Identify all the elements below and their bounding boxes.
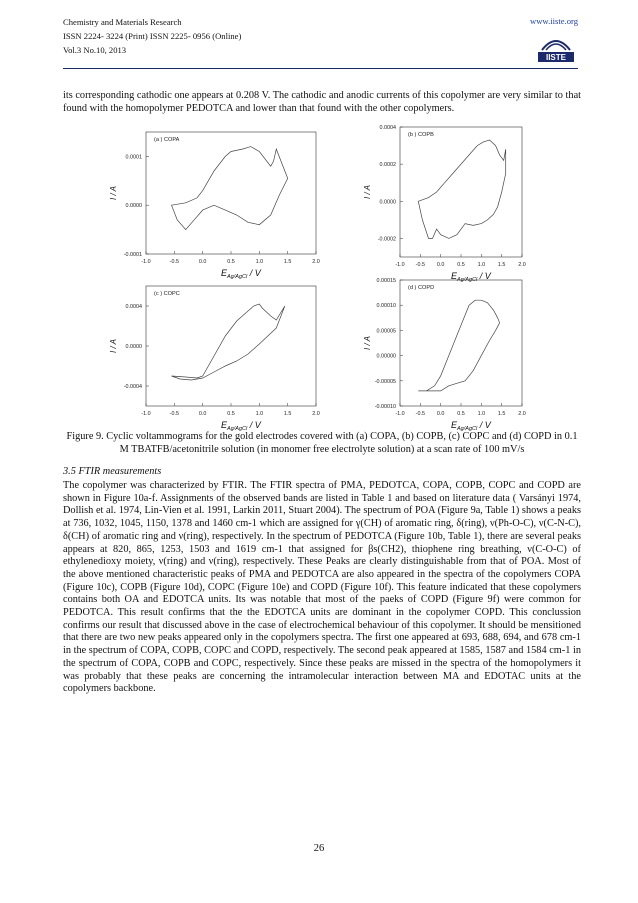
y-tick-label: 0.00010 (376, 303, 396, 310)
figure-caption: Figure 9. Cyclic voltammograms for the gold electrodes covered with (a) COPA, (b) COPB, (c) COPC and (d) COPD in 0.1 M TBATFB/acetonitrile solution (in monomer free electrolyte solution) at a scan rate of 100 mV/s (66, 431, 578, 455)
x-tick-label: -0.5 (169, 259, 179, 265)
issn-line: ISSN 2224- 3224 (Print) ISSN 2225- 0956 (Online) (63, 31, 242, 41)
y-tick-label: 0.00000 (376, 353, 396, 360)
x-tick-label: -1.0 (141, 411, 151, 417)
x-tick-label: 2.0 (518, 411, 526, 417)
y-tick-label: 0.0001 (125, 154, 142, 161)
section-body: The copolymer was characterized by FTIR. The FTIR spectra of PMA, PEDOTCA, COPA, COPB, COPC and COPD are shown in Figure 10a-f. Assignments of the observed bands are listed in Table 1 and based on literature data ( Varsányi 1974, Dollish et al. 1974, Lin-Vien et al. 1991, Larkin 2011, Stuart 2004). The spectrum of POA (Figure 9a, Table 1) shows a peaks at 736, 1032, 1045, 1150, 1378 and 1460 cm-1 which are assigned for γ(CH) of aromatic ring, δ(ring), ν(Ph-O-C), ν(C-N-C), δ(CH) of aromatic ring and ν(ring), respectively. In the spectrum of PEDOTCA (Figure 10b, Table 1), there are several peaks appears at 820, 865, 1253, 1503 and 1619 cm-1 that assigned for βs(CH2), thiophene ring breathing, ν(C-O-C) of ethylenedioxy moiety, ν(ring) and ν(ring), respectively. These Peaks are clearly distinguishable from that of POA. Most of the above mentioned characteristic peaks of PMA and PEDOTCA are also appeared in the spectra of the copolymers COPA (Figure 10c), COPB (Figure 10d), COPC (Figure 10e) and COPD (Figure 10f). This feature indicated that these copolymers contains both OA and EDOTCA units. Its was notable that most of the paeks of COPD (Figure 9f) were common for PEDOTCA. This result confirms that the the EDOTCA units are dominant in the copolymer COPD. This conclussion confirms our result that discussed above in the case of electrochemical behaviour of this copolymer. It should be mensitioned that there are two new peaks appeared only in the copolymers spectra. The first one appeared at 693, 688, 694, and 678 cm-1 in the spectrum of COPA, COPB, COPC and COPD, respectively. The second peak appeared at 1585, 1587 and 1584 cm-1 in the spectrum of COPA, COPB and COPC, respectively. Since these peaks are missed in the spectra of the homopolymers it was probably that these peaks are concerning the intramolecular interaction between MA and EDOTAC units at the copolymers backbone. (63, 480, 581, 695)
y-axis-label: I / A (109, 186, 118, 200)
x-tick-label: -1.0 (395, 262, 405, 268)
iiste-logo (536, 30, 576, 64)
x-tick-label: -1.0 (395, 411, 405, 417)
x-tick-label: 1.0 (477, 411, 486, 417)
x-tick-label: 1.0 (255, 259, 264, 265)
cv-curve-4 (418, 300, 499, 391)
x-tick-label: 1.5 (497, 262, 506, 268)
x-axis-label: $E_{Ag/AgCl}$ / V (451, 420, 491, 432)
cv-curve-2 (418, 140, 505, 238)
x-tick-label: 0.5 (457, 411, 465, 417)
section-title: 3.5 FTIR measurements (63, 466, 162, 477)
x-tick-label: 2.0 (312, 411, 320, 417)
y-tick-label: -0.0002 (377, 236, 396, 243)
x-tick-label: 2.0 (312, 259, 320, 265)
plot-frame-2 (400, 127, 522, 257)
y-tick-label: -0.00005 (374, 378, 396, 385)
plot-frame-1 (146, 132, 316, 254)
panel-title: (a ) COPA (154, 137, 180, 143)
x-tick-label: -1.0 (141, 259, 151, 265)
x-tick-label: -0.5 (415, 262, 425, 268)
x-axis-label: $E_{Ag/AgCl}$ / V (221, 420, 261, 432)
x-tick-label: 1.5 (497, 411, 506, 417)
x-tick-label: 0.0 (436, 411, 445, 417)
x-tick-label: 0.5 (227, 259, 235, 265)
y-axis-label: I / A (109, 339, 118, 353)
y-tick-label: -0.0001 (123, 252, 142, 258)
y-tick-label: 0.0000 (125, 344, 142, 350)
x-tick-label: 0.0 (436, 262, 445, 268)
cv-curve-1 (172, 147, 288, 230)
x-tick-label: -0.5 (169, 411, 179, 417)
volume-line: Vol.3 No.10, 2013 (63, 45, 127, 55)
x-axis-label: $E_{Ag/AgCl}$ / V (221, 268, 261, 280)
cv-curve-3 (172, 304, 285, 380)
x-tick-label: -0.5 (415, 411, 425, 417)
panel-title: (d ) COPD (408, 285, 435, 291)
page-number: 26 (313, 843, 325, 854)
y-tick-label: 0.00005 (376, 328, 396, 335)
cv-figure (0, 122, 638, 452)
x-tick-label: 1.0 (255, 411, 264, 417)
x-tick-label: 1.5 (283, 411, 292, 417)
journal-name: Chemistry and Materials Research (63, 17, 182, 27)
y-tick-label: 0.0004 (125, 304, 142, 310)
x-tick-label: 1.5 (283, 259, 292, 265)
journal-url-link[interactable]: www.iiste.org (530, 16, 578, 26)
x-tick-label: 0.5 (227, 411, 235, 417)
x-tick-label: 1.0 (477, 262, 486, 268)
panel-title: (c ) COPC (154, 291, 180, 297)
y-tick-label: -0.00010 (374, 404, 396, 410)
y-tick-label: 0.0000 (125, 203, 142, 210)
plot-frame-4 (400, 280, 522, 406)
x-tick-label: 0.0 (198, 259, 207, 265)
intro-paragraph: its corresponding cathodic one appears at 0.208 V. The cathodic and anodic currents of this copolymer are very similar to that found with the homopolymer PEDOTCA and lower than that found with the other copolymers. (63, 90, 581, 114)
y-tick-label: -0.0004 (123, 384, 142, 390)
panel-title: (b ) COPB (408, 132, 434, 138)
x-tick-label: 2.0 (518, 262, 526, 268)
y-axis-label: I / A (363, 185, 372, 199)
y-tick-label: 0.00015 (376, 278, 396, 284)
x-axis-label: $E_{Ag/AgCl}$ / V (451, 271, 491, 283)
header-rule (63, 68, 578, 69)
y-axis-label: I / A (363, 336, 372, 350)
y-tick-label: 0.0000 (379, 199, 396, 206)
x-tick-label: 0.0 (198, 411, 207, 417)
x-tick-label: 0.5 (457, 262, 465, 268)
plot-frame-3 (146, 286, 316, 406)
svg-text:IISTE: IISTE (545, 53, 567, 62)
y-tick-label: 0.0004 (379, 125, 396, 131)
y-tick-label: 0.0002 (379, 162, 396, 169)
